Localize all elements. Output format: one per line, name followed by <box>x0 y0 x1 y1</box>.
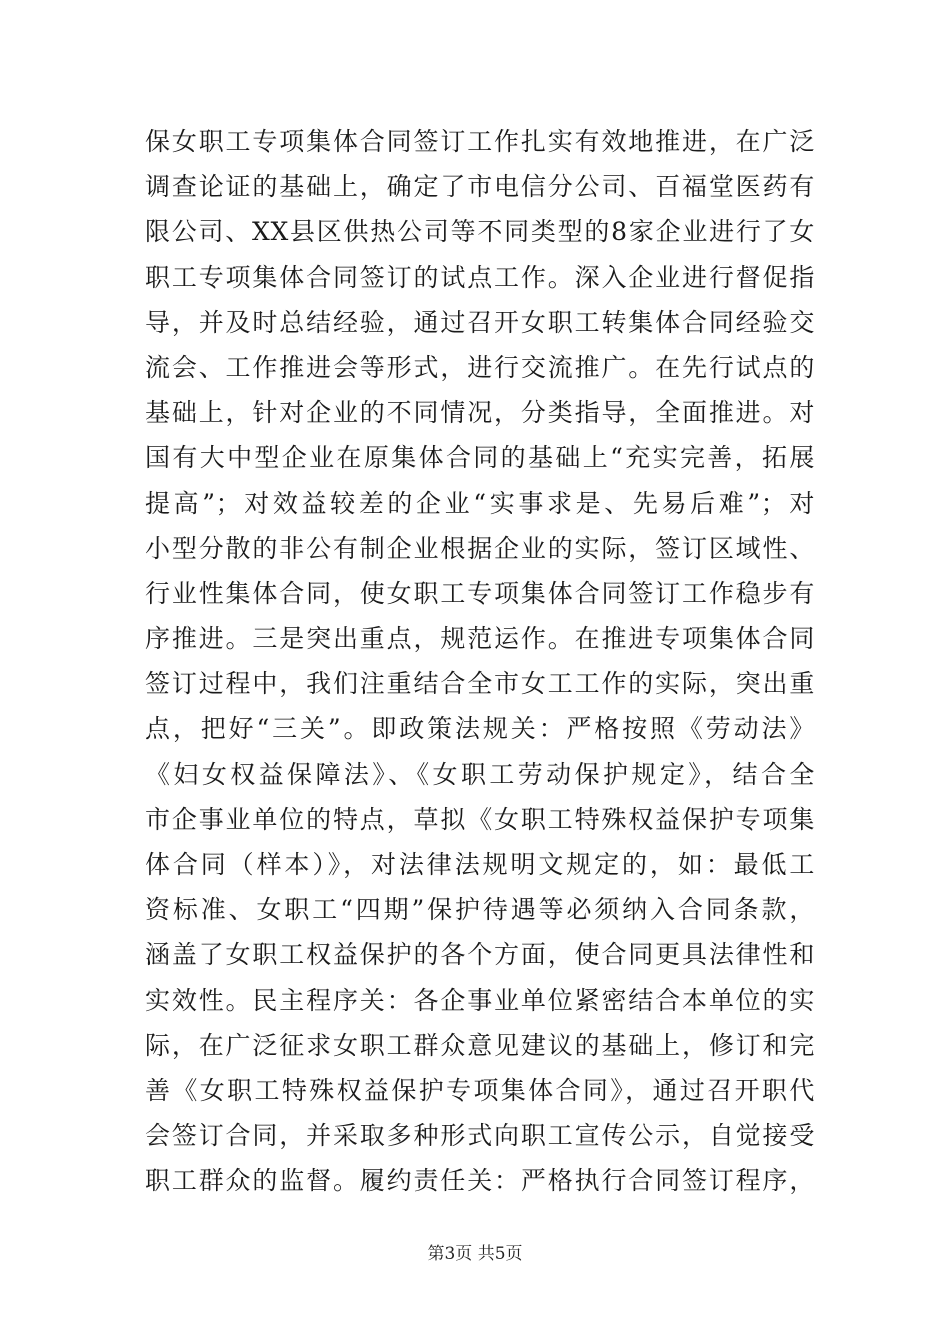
page-number-footer: 第3页 共5页 <box>427 1244 523 1264</box>
text-line: 流会、工作推进会等形式，进行交流推广。在先行试点的 <box>145 352 815 382</box>
text-line: 签订过程中，我们注重结合全市女工工作的实际，突出重 <box>145 669 815 699</box>
text-line: 国有大中型企业在原集体合同的基础上“充实完善，拓展 <box>145 443 815 473</box>
text-line: 职工专项集体合同签订的试点工作。深入企业进行督促指 <box>145 262 815 292</box>
body-text <box>145 119 815 1204</box>
text-line: 《妇女权益保障法》、《女职工劳动保护规定》，结合全 <box>145 759 815 789</box>
text-line: 序推进。三是突出重点，规范运作。在推进专项集体合同 <box>145 624 815 654</box>
text-line: 提高”；对效益较差的企业“实事求是、先易后难”；对 <box>145 488 815 518</box>
text-line: 点，把好“三关”。即政策法规关：严格按照《劳动法》 <box>145 714 815 744</box>
text-line: 职工群众的监督。履约责任关：严格执行合同签订程序， <box>145 1166 815 1196</box>
text-line: 善《女职工特殊权益保护专项集体合同》，通过召开职代 <box>145 1075 815 1105</box>
text-line: 保女职工专项集体合同签订工作扎实有效地推进，在广泛 <box>145 127 815 156</box>
text-line: 小型分散的非公有制企业根据企业的实际，签订区域性、 <box>145 533 815 563</box>
text-line: 导，并及时总结经验，通过召开女职工转集体合同经验交 <box>145 307 815 337</box>
text-line: 际，在广泛征求女职工群众意见建议的基础上，修订和完 <box>145 1030 815 1060</box>
text-line: 实效性。民主程序关：各企事业单位紧密结合本单位的实 <box>145 985 815 1015</box>
text-line: 体合同（样本）》，对法律法规明文规定的，如：最低工 <box>145 850 815 879</box>
text-line: 会签订合同，并采取多种形式向职工宣传公示，自觉接受 <box>145 1121 815 1151</box>
text-line: 涵盖了女职工权益保护的各个方面，使合同更具法律性和 <box>145 940 815 970</box>
text-line: 行业性集体合同，使女职工专项集体合同签订工作稳步有 <box>145 578 815 608</box>
text-line: 调查论证的基础上，确定了市电信分公司、百福堂医药有 <box>145 172 815 202</box>
text-line: 基础上，针对企业的不同情况，分类指导，全面推进。对 <box>145 398 815 428</box>
text-line: 市企事业单位的特点，草拟《女职工特殊权益保护专项集 <box>145 804 815 834</box>
text-line: 资标准、女职工“四期”保护待遇等必须纳入合同条款， <box>145 895 815 925</box>
text-line: 限公司、XX县区供热公司等不同类型的8家企业进行了女 <box>145 217 815 247</box>
